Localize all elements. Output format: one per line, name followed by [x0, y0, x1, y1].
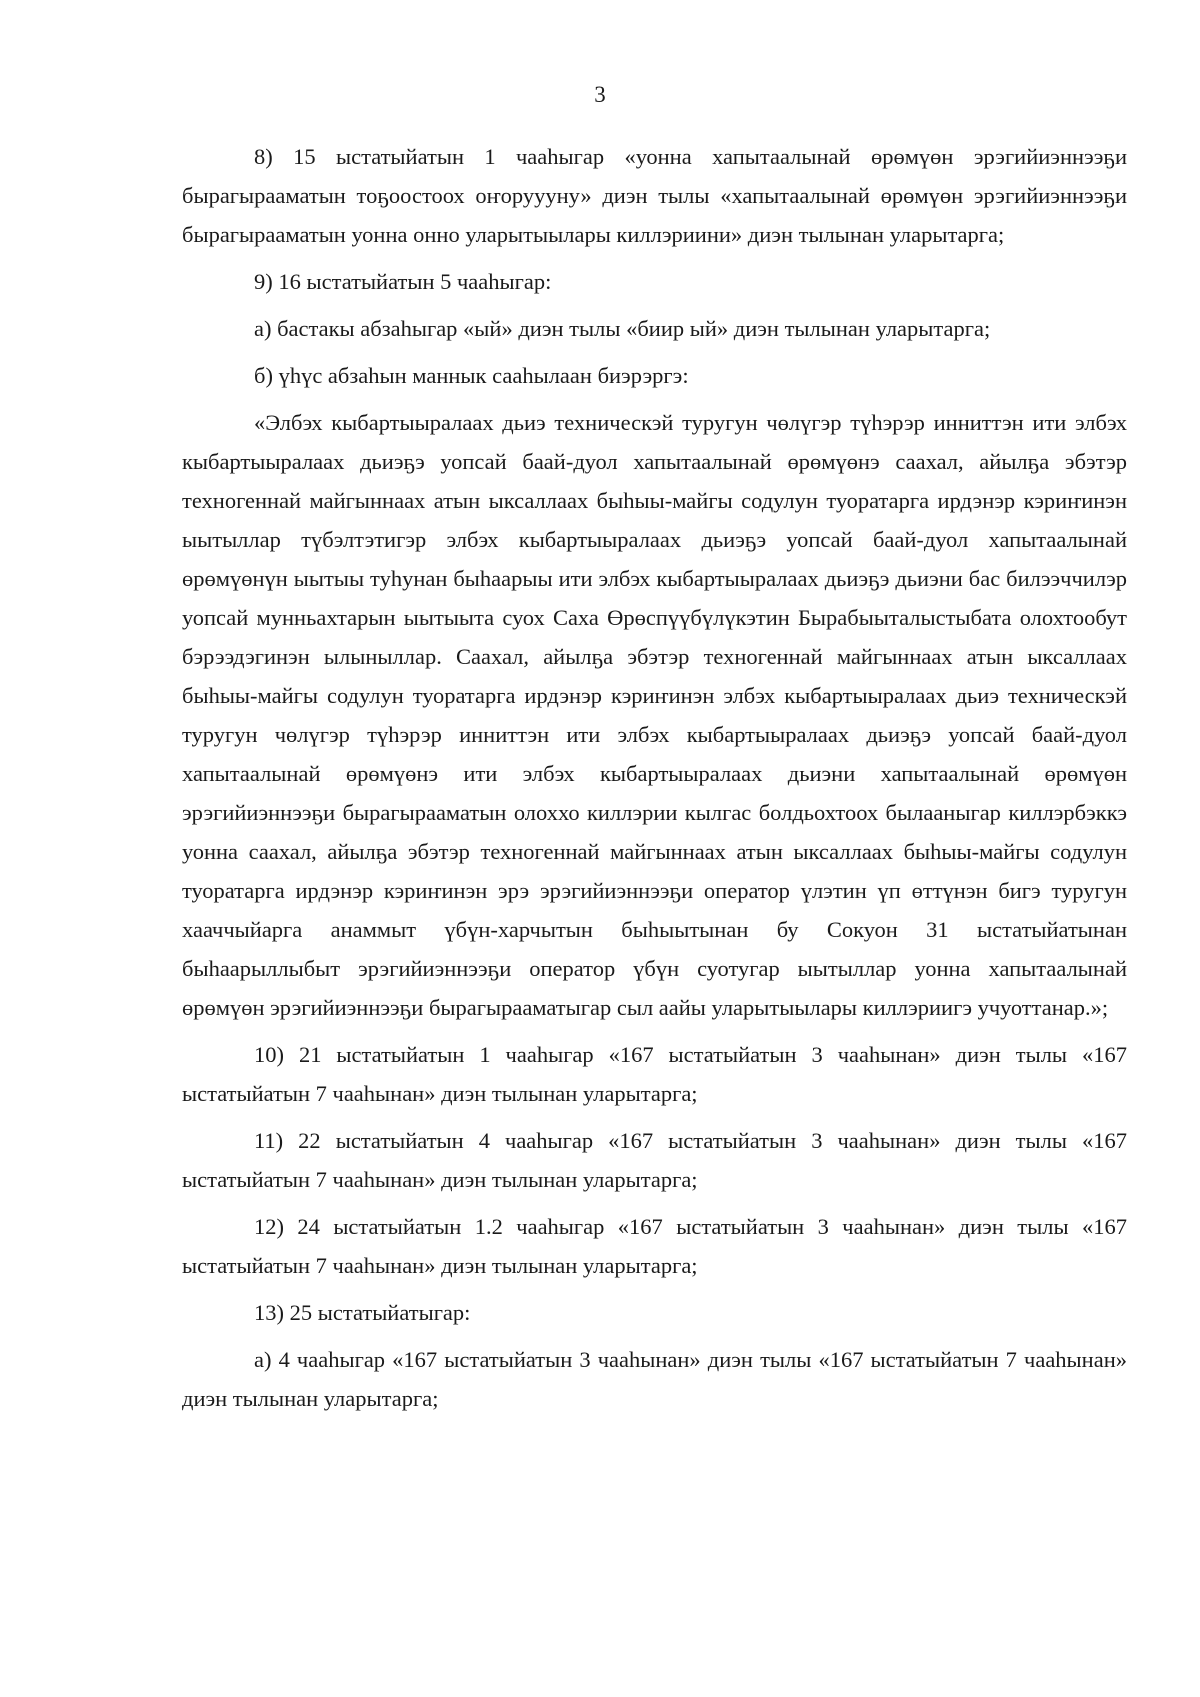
paragraph-item-10: 10) 21 ыстатыйатын 1 чааһыгар «167 ыстатыйатын 3 чааһынан» диэн тылы «167 ыстатыйатын 7 чааһынан» диэн тылынан уларытарга; [182, 1042, 1127, 1106]
document-body [182, 137, 1127, 1426]
page-number: 3 [594, 82, 606, 107]
paragraph-quoted-text: «Элбэх кыбартыыралаах дьиэ техническэй туругун чөлүгэр түһэрэр инниттэн ити элбэх кыбартыыралаах дьиэҕэ уопсай баай-дуол хапытаалынай өрөмүөнэ саахал, айылҕа эбэтэр техногеннай майгыннаах атын ыксаллаах быһыы-майгы содулун туоратарга ирдэнэр кэриҥинэн ыытыллар түбэлтэтигэр элбэх кыбартыыралаах дьиэҕэ уопсай баай-дуол хапытаалынай өрөмүөнүн ыытыы туһунан быһаарыы ити элбэх кыбартыыралаах дьиэҕэ дьиэни бас билээччилэр уопсай мунньахтарын ыытыыта суох Саха Өрөспүүбүлүкэтин Бырабыыталыстыбата олохтообут бэрээдэгинэн ылыныллар. Саахал, айылҕа эбэтэр техногеннай майгыннаах атын ыксаллаах быһыы-майгы содулун туоратарга ирдэнэр кэриҥинэн элбэх кыбартыыралаах дьиэ техническэй туругун чөлүгэр түһэрэр инниттэн ити элбэх кыбартыыралаах дьиэҕэ уопсай баай-дуол хапытаалынай өрөмүөнэ ити элбэх кыбартыыралаах дьиэни хапытаалынай өрөмүөн эрэгийиэннээҕи бырагырааматын олоххо киллэрии кылгас болдьохтоох былааныгар киллэрбэккэ уонна саахал, айылҕа эбэтэр техногеннай майгыннаах атын ыксаллаах быһыы-майгы содулун туоратарга ирдэнэр кэриҥинэн эрэ эрэгийиэннээҕи оператор үлэтин үп өттүнэн бигэ туругун хааччыйарга анаммыт үбүн-харчытын быһыытынан бу Сокуон 31 ыстатыйатынан быһаарыллыбыт эрэгийиэннээҕи оператор үбүн суотугар ыытыллар уонна хапытаалынай өрөмүөн эрэгийиэннээҕи бырагырааматыгар сыл аайы уларытыылары киллэриигэ учуоттанар.»; [182, 410, 1127, 1020]
paragraph-item-8: 8) 15 ыстатыйатын 1 чааһыгар «уонна хапытаалынай өрөмүөн эрэгийиэннээҕи бырагырааматын тоҕоостоох оҥоруууну» диэн тылы «хапытаалынай өрөмүөн эрэгийиэннээҕи бырагырааматын уонна онно уларытыылары киллэриини» диэн тылынан уларытарга; [182, 144, 1127, 247]
paragraph-item-12: 12) 24 ыстатыйатын 1.2 чааһыгар «167 ыстатыйатын 3 чааһынан» диэн тылы «167 ыстатыйатын 7 чааһынан» диэн тылынан уларытарга; [182, 1214, 1127, 1278]
paragraph-item-13a: а) 4 чааһыгар «167 ыстатыйатын 3 чааһынан» диэн тылы «167 ыстатыйатын 7 чааһынан» диэн тылынан уларытарга; [182, 1347, 1127, 1411]
paragraph-item-9: 9) 16 ыстатыйатын 5 чааһыгар: [254, 269, 552, 294]
paragraph-item-11: 11) 22 ыстатыйатын 4 чааһыгар «167 ыстатыйатын 3 чааһынан» диэн тылы «167 ыстатыйатын 7 чааһынан» диэн тылынан уларытарга; [182, 1128, 1127, 1192]
paragraph-item-13: 13) 25 ыстатыйатыгар: [254, 1300, 471, 1325]
paragraph-item-9b: б) үһүс абзаһын маннык сааһылаан биэрэргэ: [254, 363, 689, 388]
paragraph-item-9a: а) бастакы абзаһыгар «ый» диэн тылы «биир ый» диэн тылынан уларытарга; [254, 316, 991, 341]
